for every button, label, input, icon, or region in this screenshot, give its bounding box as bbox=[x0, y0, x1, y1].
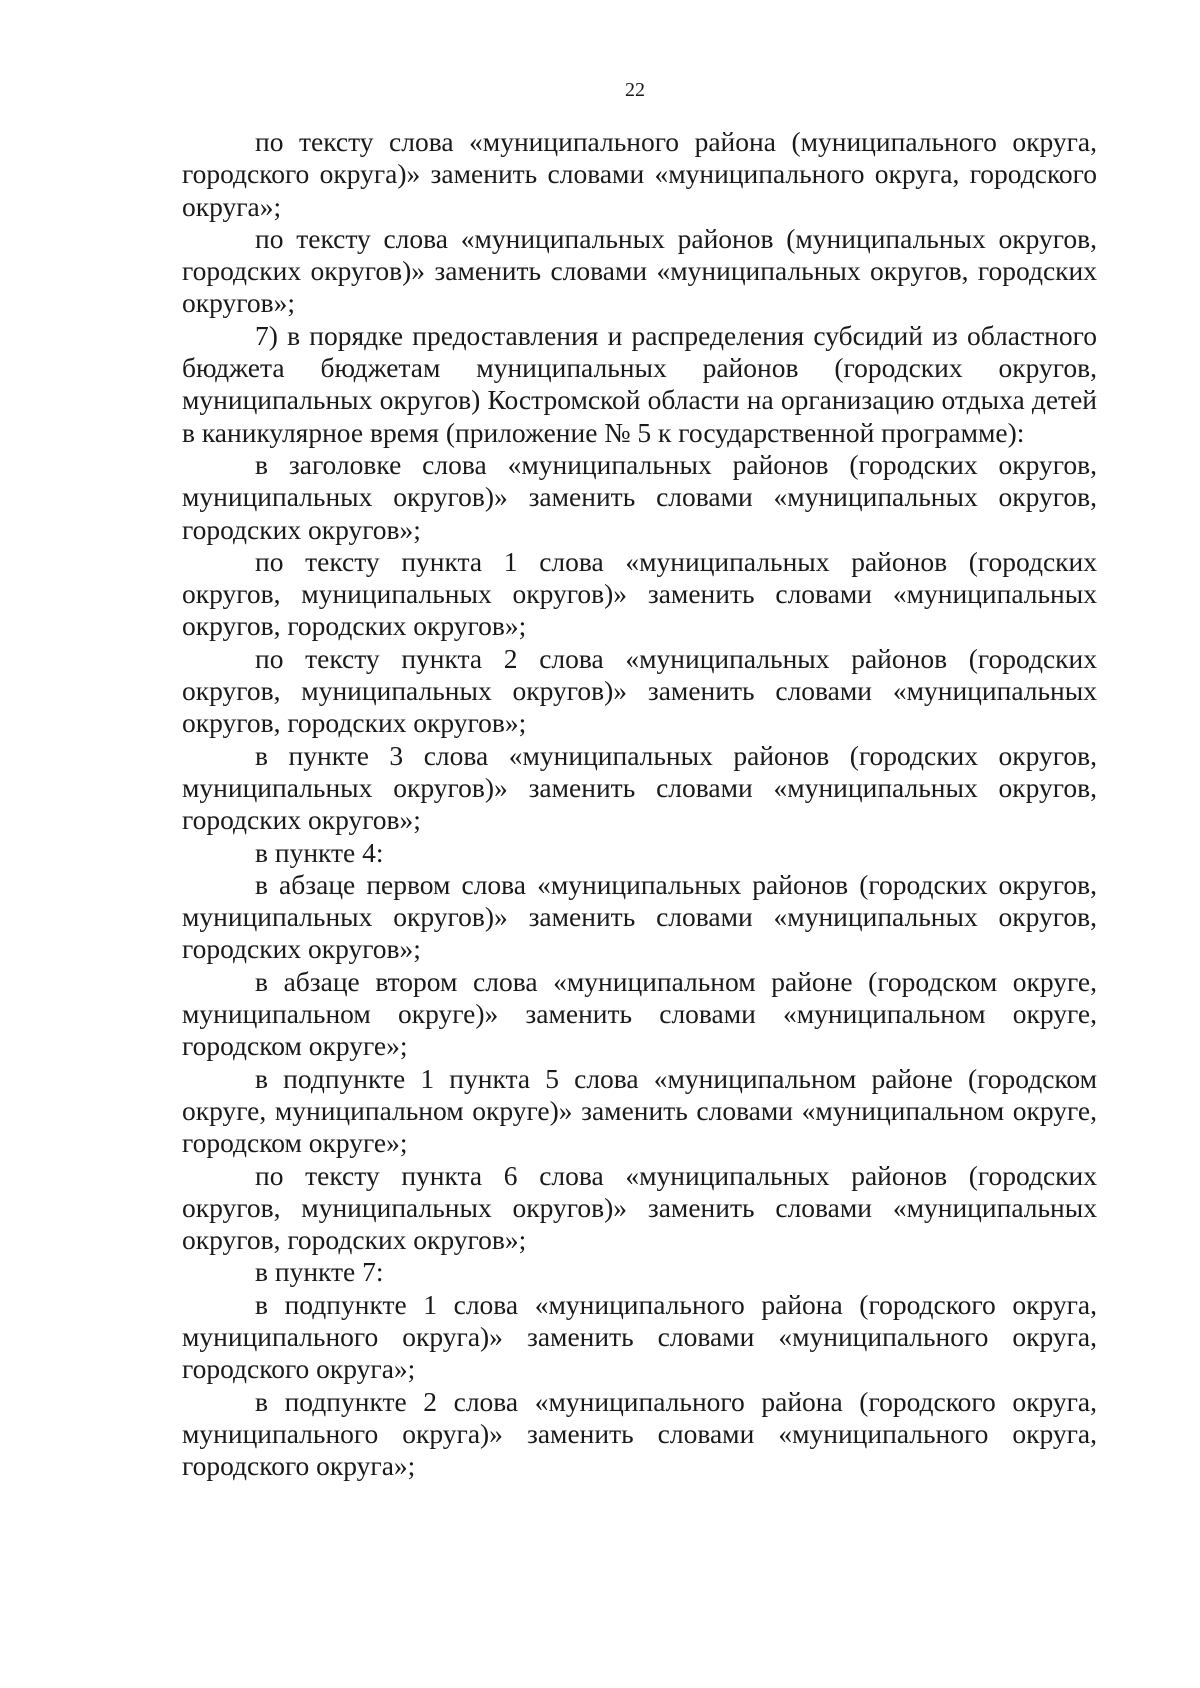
paragraph: по тексту пункта 6 слова «муниципальных районов (городских округов, муниципальных округов)» заменить словами «муниципальных округов, городских округов»; bbox=[182, 1159, 1097, 1256]
paragraph: в пункте 4: bbox=[255, 836, 384, 868]
paragraph: по тексту пункта 2 слова «муниципальных районов (городских округов, муниципальных округов)» заменить словами «муниципальных округов, городских округов»; bbox=[182, 642, 1097, 739]
page-number: 22 bbox=[625, 79, 645, 101]
paragraph: в абзаце первом слова «муниципальных районов (городских округов, муниципальных округов)» заменить словами «муниципальных округов, городских округов»; bbox=[182, 868, 1097, 965]
paragraph: в пункте 7: bbox=[255, 1256, 384, 1288]
paragraph: по тексту слова «муниципальных районов (муниципальных округов, городских округов)» заменить словами «муниципальных округов, городских округов»; bbox=[182, 222, 1097, 319]
document-body bbox=[182, 126, 1097, 1482]
paragraph: в подпункте 1 пункта 5 слова «муниципальном районе (городском округе, муниципальном округе)» заменить словами «муниципальном округе, городском округе»; bbox=[182, 1062, 1097, 1159]
paragraph: в заголовке слова «муниципальных районов (городских округов, муниципальных округов)» заменить словами «муниципальных округов, городских округов»; bbox=[182, 448, 1097, 545]
paragraph: в подпункте 2 слова «муниципального района (городского округа, муниципального округа)» заменить словами «муниципального округа, городского округа»; bbox=[182, 1385, 1097, 1482]
paragraph: в пункте 3 слова «муниципальных районов (городских округов, муниципальных округов)» заменить словами «муниципальных округов, городских округов»; bbox=[182, 739, 1097, 836]
paragraph: по тексту пункта 1 слова «муниципальных районов (городских округов, муниципальных округов)» заменить словами «муниципальных округов, городских округов»; bbox=[182, 545, 1097, 642]
paragraph: по тексту слова «муниципального района (муниципального округа, городского округа)» заменить словами «муниципального округа, городского округа»; bbox=[182, 126, 1097, 222]
paragraph: в подпункте 1 слова «муниципального района (городского округа, муниципального округа)» заменить словами «муниципального округа, городского округа»; bbox=[182, 1288, 1097, 1385]
paragraph: 7) в порядке предоставления и распределения субсидий из областного бюджета бюджетам муниципальных районов (городских округов, муниципальных округов) Костромской области на организацию отдыха детей в каникулярное время (приложение № 5 к государственной программе): bbox=[182, 319, 1097, 448]
paragraph: в абзаце втором слова «муниципальном районе (городском округе, муниципальном округе)» заменить словами «муниципальном округе, городском округе»; bbox=[182, 965, 1097, 1062]
